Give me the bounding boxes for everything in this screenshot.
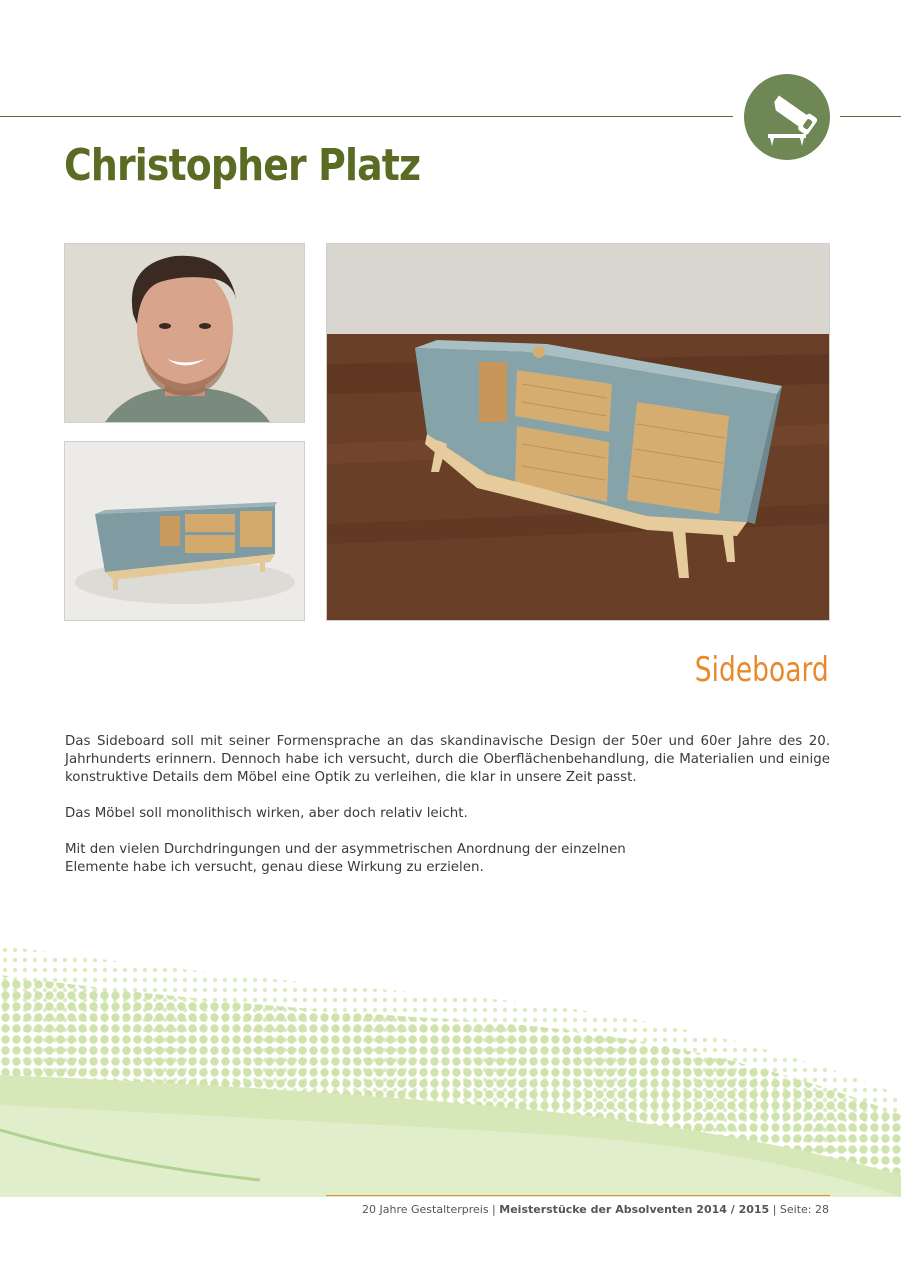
paragraph-3-line-1: Mit den vielen Durchdringungen und der asymmetrischen Anordnung der einzelnen [65, 842, 626, 857]
section-subtitle: Sideboard [695, 650, 829, 690]
header-rule-left [0, 116, 733, 117]
footer-series: 20 Jahre Gestalterpreis [362, 1203, 489, 1216]
footer-publication: Meisterstücke der Absolventen 2014 / 2015 [499, 1203, 770, 1216]
category-badge [744, 74, 830, 160]
footer-separator: | [488, 1203, 500, 1216]
paragraph-2: Das Möbel soll monolithisch wirken, aber doch relativ leicht. [65, 806, 468, 821]
paragraph-1: Das Sideboard soll mit seiner Formensprache an das skandinavische Design der 50er und 60er Jahre des 20. Jahrhunderts erinnern. Dennoch habe ich versucht, durch die Oberflächenbehandlung, die Materialien und einige konstruktive Details dem Möbel eine Optik zu verleihen, die klar in unsere Zeit passt. [65, 734, 830, 785]
saw-icon [744, 74, 830, 160]
page-title: Christopher Platz [64, 140, 421, 191]
paragraph-3-line-2: Elemente habe ich versucht, genau diese Wirkung zu erzielen. [65, 860, 484, 875]
footer-rule [326, 1195, 830, 1196]
sideboard-photo-small [64, 441, 305, 621]
decorative-wave [0, 935, 901, 1197]
page-number: Seite: 28 [779, 1203, 829, 1216]
article-body [65, 733, 830, 877]
sideboard-photo-large [326, 243, 830, 621]
footer-separator: | [769, 1203, 780, 1216]
portrait-photo [64, 243, 305, 423]
page-footer [362, 1203, 829, 1216]
header-rule-right [840, 116, 901, 117]
